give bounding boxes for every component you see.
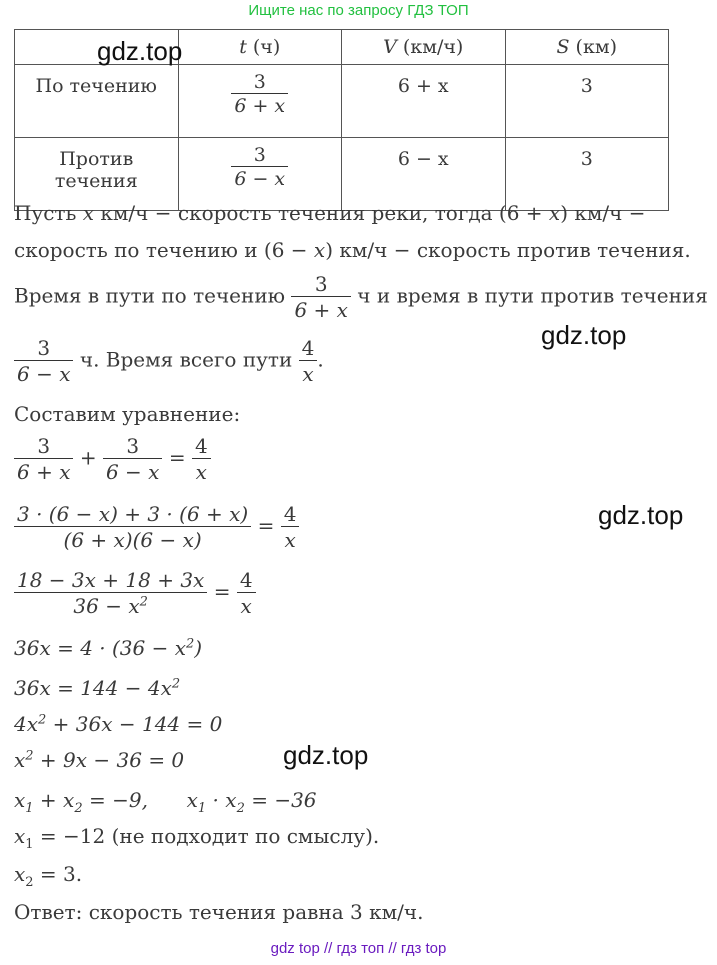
time-cell bbox=[178, 138, 342, 211]
fraction: $\frac{3}{6 - x}$ bbox=[103, 434, 162, 484]
equation-2: $\frac{3 \cdot (6 - x) + 3 \cdot (6 + x)}{(6 + x)(6 - x)}$ = $\frac{4}{x}$ bbox=[14, 502, 299, 552]
fraction: $\frac{3}{6 + x}$ bbox=[14, 434, 73, 484]
header-speed: V (км/ч) bbox=[342, 30, 506, 65]
top-banner[interactable]: Ищите нас по запросу ГДЗ ТОП bbox=[248, 2, 469, 19]
equation-7: $x^2 + 9x - 36 = 0$ bbox=[14, 748, 185, 772]
equation-8: $x_1 + x_2 = -9$, $x_1 \cdot x_2 = -36$ bbox=[14, 788, 317, 816]
fraction: $\frac{4}{x}$ bbox=[299, 336, 318, 386]
equation-3: $\frac{18 - 3x + 18 + 3x}{36 - x^2}$ = $\frac{4}{x}$ bbox=[14, 568, 256, 618]
footer-links[interactable]: gdz top // гдз топ // гдз top bbox=[270, 940, 447, 957]
fraction: $\frac{3}{6 + x}$ bbox=[291, 272, 350, 322]
watermark: gdz.top bbox=[541, 320, 627, 350]
equation-9: $x_1 = -12$ (не подходит по смыслу). bbox=[14, 824, 380, 852]
header-distance: S (км) bbox=[505, 30, 669, 65]
text-line-4: $\frac{3}{6 - x}$ ч. Время всего пути $\frac{4}{x}$ . bbox=[14, 336, 324, 386]
equation-10: $x_2 = 3$. bbox=[14, 862, 83, 890]
fraction: $\frac{4}{x}$ bbox=[192, 434, 211, 484]
speed-cell: 6 − x bbox=[342, 138, 506, 211]
answer-line: Ответ: скорость течения равна 3 км/ч. bbox=[14, 900, 424, 924]
equation-4: $36x = 4 \cdot (36 - x^2)$ bbox=[14, 636, 203, 660]
table-row bbox=[15, 138, 669, 211]
text-line-3: Время в пути по течению $\frac{3}{6 + x}$ ч и время в пути против течения bbox=[14, 272, 708, 322]
speed-cell: 6 + x bbox=[342, 65, 506, 138]
row-label: Против течения bbox=[15, 138, 179, 211]
text-line-1: Пусть x км/ч − скорость течения реки, тогда (6 + x) км/ч − bbox=[14, 201, 646, 225]
fraction: $\frac{3 \cdot (6 - x) + 3 \cdot (6 + x)}{(6 + x)(6 - x)}$ bbox=[14, 502, 251, 552]
table-row bbox=[15, 65, 669, 138]
text-line-2: скорость по течению и (6 − x) км/ч − скорость против течения. bbox=[14, 238, 691, 262]
text-line-5: Составим уравнение: bbox=[14, 402, 241, 426]
watermark: gdz.top bbox=[97, 36, 183, 66]
fraction: $\frac{4}{x}$ bbox=[237, 568, 256, 618]
distance-cell: 3 bbox=[505, 138, 669, 211]
row-label: По течению bbox=[15, 65, 179, 138]
equation-6: $4x^2 + 36x - 144 = 0$ bbox=[14, 712, 223, 736]
distance-cell: 3 bbox=[505, 65, 669, 138]
header-time: t (ч) bbox=[178, 30, 342, 65]
fraction: $\frac{18 - 3x + 18 + 3x}{36 - x^2}$ bbox=[14, 568, 207, 618]
equation-5: $36x = 144 - 4x^2$ bbox=[14, 676, 181, 700]
fraction: $\frac{3}{6 - x}$ bbox=[231, 144, 288, 190]
fraction: $\frac{3}{6 + x}$ bbox=[231, 71, 288, 117]
fraction: $\frac{4}{x}$ bbox=[281, 502, 300, 552]
equation-1: $\frac{3}{6 + x}$ + $\frac{3}{6 - x}$ = $\frac{4}{x}$ bbox=[14, 434, 211, 484]
watermark: gdz.top bbox=[598, 500, 684, 530]
watermark: gdz.top bbox=[283, 740, 369, 770]
time-cell bbox=[178, 65, 342, 138]
fraction: $\frac{3}{6 - x}$ bbox=[14, 336, 73, 386]
